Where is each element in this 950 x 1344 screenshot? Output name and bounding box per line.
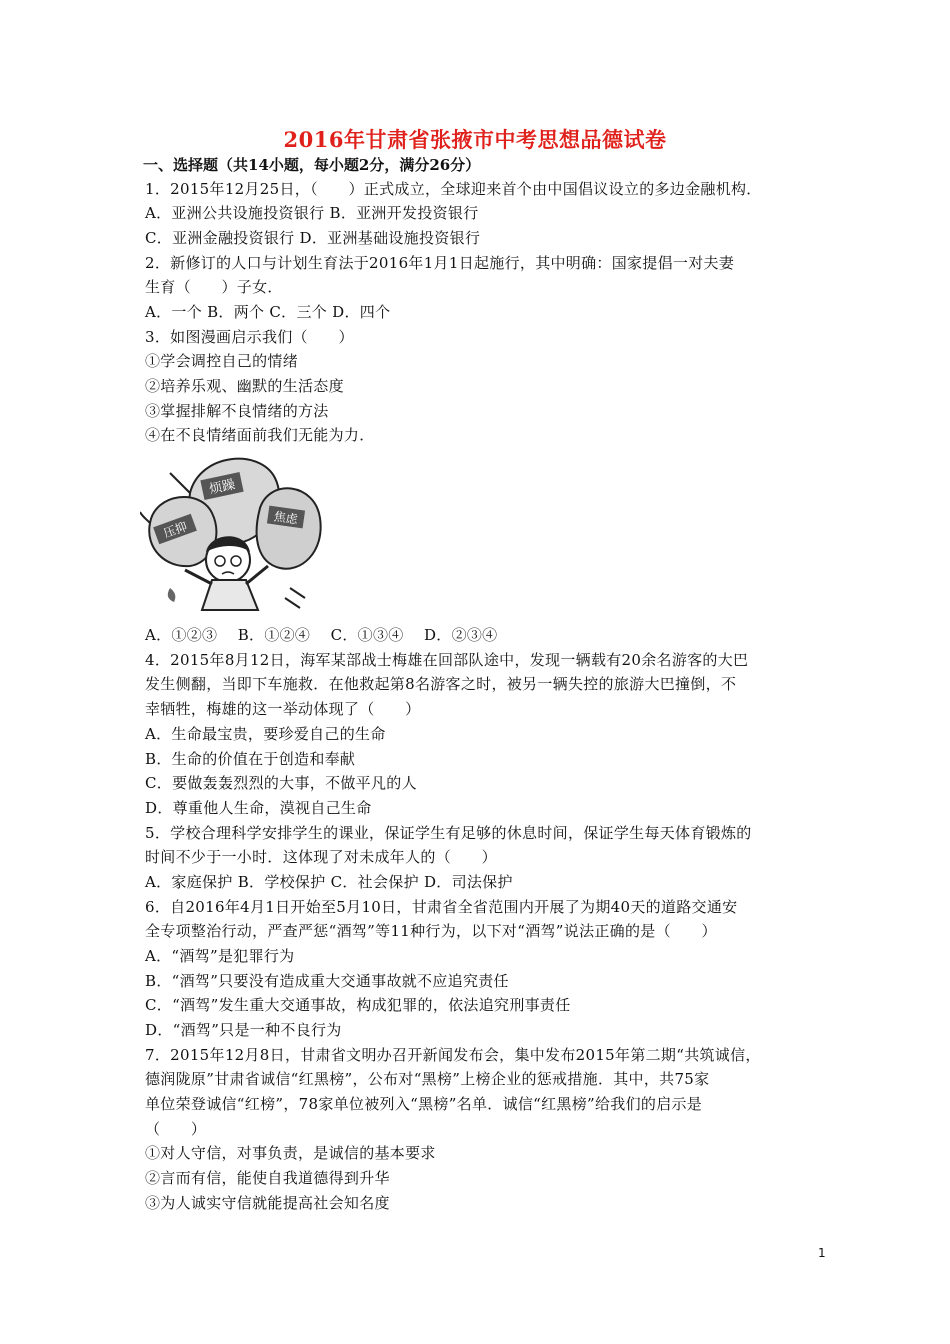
question-line: D．“酒驾”只是一种不良行为 [145, 1021, 342, 1039]
cartoon-label: 压抑 [161, 519, 190, 541]
question-line: 时间不少于一小时．这体现了对未成年人的（ ） [145, 848, 497, 866]
question-line: A．①②③ B．①②④ C．①③④ D．②③④ [145, 626, 498, 644]
question-line: 单位荣登诚信“红榜”，78家单位被列入“黑榜”名单．诚信“红黑榜”给我们的启示是 [145, 1095, 703, 1113]
question-line: （ ） [145, 1120, 207, 1138]
question-line: 6．自2016年4月1日开始至5月10日，甘肃省全省范围内开展了为期40天的道路交通安 [145, 898, 738, 916]
cartoon-image [140, 448, 328, 614]
question-line: B．生命的价值在于创造和奉献 [145, 750, 356, 768]
question-line: ①学会调控自己的情绪 [145, 352, 299, 370]
question-line: ①对人守信，对事负责，是诚信的基本要求 [145, 1144, 436, 1162]
question-line: ③掌握排解不良情绪的方法 [145, 402, 329, 420]
question-line: ②培养乐观、幽默的生活态度 [145, 377, 344, 395]
question-line: A．家庭保护 B．学校保护 C．社会保护 D．司法保护 [145, 873, 513, 891]
question-line: C．亚洲金融投资银行 D．亚洲基础设施投资银行 [145, 229, 481, 247]
question-line: 生育（ ）子女． [145, 278, 283, 296]
question-line: B．“酒驾”只要没有造成重大交通事故就不应追究责任 [145, 972, 509, 990]
question-line: 德润陇原”甘肃省诚信“红黑榜”，公布对“黑榜”上榜企业的惩戒措施．其中，共75家 [145, 1070, 710, 1088]
question-line: ④在不良情绪面前我们无能为力． [145, 426, 375, 444]
question-line: ②言而有信，能使自我道德得到升华 [145, 1169, 390, 1187]
cartoon-label: 焦虑 [272, 509, 299, 527]
section-heading: 一、选择题（共14小题，每小题2分，满分26分） [143, 156, 481, 174]
question-line: 4．2015年8月12日，海军某部战士梅雄在回部队途中，发现一辆载有20余名游客的大巴 [145, 651, 749, 669]
cartoon-label: 烦躁 [208, 477, 237, 498]
question-line: A．“酒驾”是犯罪行为 [145, 947, 295, 965]
page-title: 2016年甘肃省张掖市中考思想品德试卷 [283, 127, 667, 152]
question-line: 5．学校合理科学安排学生的课业，保证学生有足够的休息时间，保证学生每天体育锻炼的 [145, 824, 752, 842]
question-line: A．亚洲公共设施投资银行 B．亚洲开发投资银行 [145, 204, 479, 222]
question-line: A．一个 B．两个 C．三个 D．四个 [145, 303, 391, 321]
question-line: 发生侧翻，当即下车施救．在他救起第8名游客之时，被另一辆失控的旅游大巴撞倒，不 [145, 675, 737, 693]
question-line: ③为人诚实守信就能提高社会知名度 [145, 1194, 390, 1212]
question-line: A．生命最宝贵，要珍爱自己的生命 [145, 725, 386, 743]
question-line: 7．2015年12月8日，甘肃省文明办召开新闻发布会，集中发布2015年第二期“共筑诚信， [145, 1046, 761, 1064]
question-line: D．尊重他人生命，漠视自己生命 [145, 799, 372, 817]
question-line: 全专项整治行动，严查严惩“酒驾”等11种行为，以下对“酒驾”说法正确的是（ ） [145, 922, 717, 940]
question-line: C．要做轰轰烈烈的大事，不做平凡的人 [145, 774, 417, 792]
question-line: 3．如图漫画启示我们（ ） [145, 328, 354, 346]
question-line: C．“酒驾”发生重大交通事故，构成犯罪的，依法追究刑事责任 [145, 996, 571, 1014]
page-number: 1 [818, 1246, 826, 1260]
question-line: 幸牺牲，梅雄的这一举动体现了（ ） [145, 700, 421, 718]
question-line: 1．2015年12月25日，（ ）正式成立，全球迎来首个由中国倡议设立的多边金融机构． [145, 180, 762, 198]
question-line: 2．新修订的人口与计划生育法于2016年1月1日起施行，其中明确：国家提倡一对夫妻 [145, 254, 735, 272]
